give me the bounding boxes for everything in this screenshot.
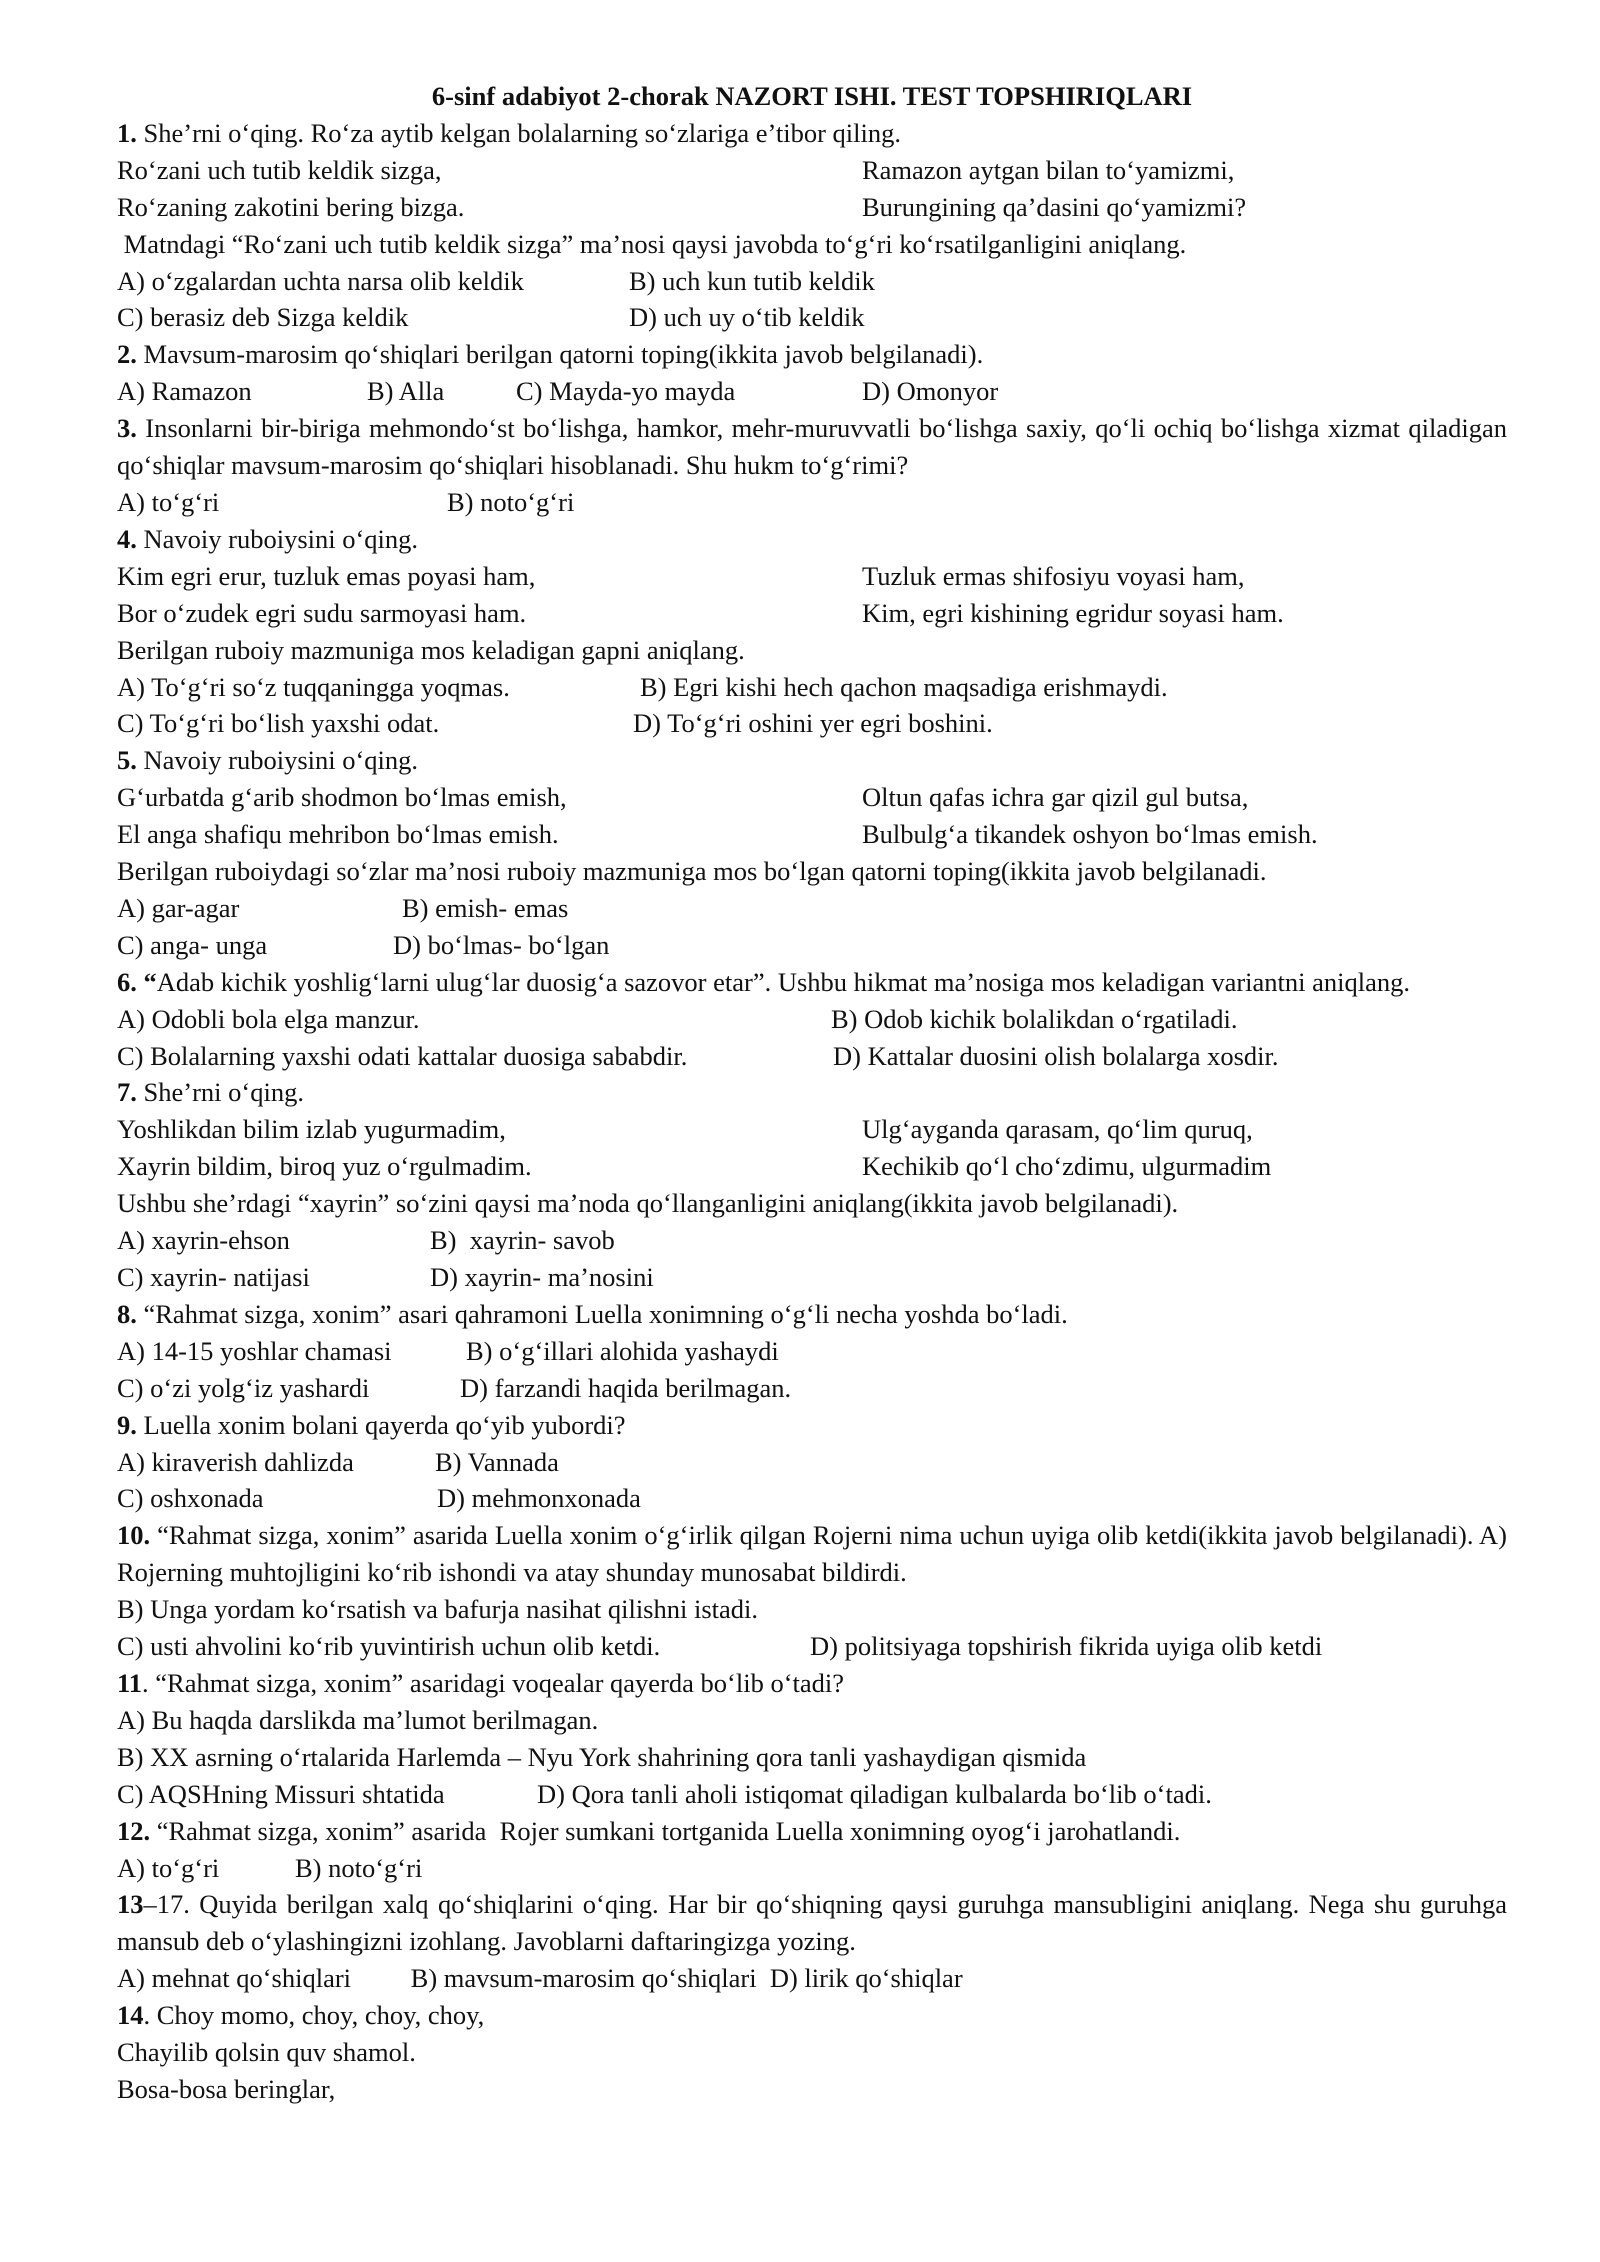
question-text: Navoiy ruboiysini o‘qing. [136,523,419,554]
option-b: B) Odob kichik bolalikdan o‘rgatiladi. [831,1003,1238,1034]
question-4 [117,521,1507,558]
question-text: . “Rahmat sizga, xonim” asaridagi voqealar qayerda bo‘lib o‘tadi? [142,1667,845,1698]
question-3 [117,410,1507,484]
options-row [117,1001,1507,1038]
option-a: A) kiraverish dahlizda [117,1446,354,1477]
poem-right: Burungining qa’dasini qo‘yamizmi? [862,191,1247,222]
poem-line [117,1111,1507,1148]
option-d: D) farzandi haqida berilmagan. [460,1372,792,1403]
poem-line [117,189,1507,226]
question-12 [117,1813,1507,1850]
question-text: –17. Quyida berilgan xalq qo‘shiqlarini o‘qing. Har bir qo‘shiqning qaysi guruhga mansubligini aniqlang. Nega shu guruhga mansub deb o‘ylashingizni izohlang. Javoblarni daftaringizga yozing. [117,1889,1507,1957]
option-c: C) Mayda-yo mayda [516,376,736,407]
question-number: 6. “ [117,966,157,997]
question-number: 2. [117,339,137,370]
poem-line [117,816,1507,853]
question-11 [117,1665,1507,1702]
options-row [117,669,1507,706]
poem-left: G‘urbatda g‘arib shodmon bo‘lmas emish, [117,782,567,813]
poem-right: Kechikib qo‘l cho‘zdimu, ulgurmadim [862,1151,1272,1182]
poem-left: Yoshlikdan bilim izlab yugurmadim, [117,1114,506,1145]
option-c: C) oshxonada [117,1483,264,1514]
question-number: 11 [117,1667,143,1698]
option-c: C) anga- unga [117,929,268,960]
question-5 [117,742,1507,779]
options-row [117,484,1507,521]
options-row [117,1480,1507,1517]
option-d: D) mehmonxonada [437,1483,641,1514]
option-b: B) Vannada [435,1446,559,1477]
question-14 [117,1997,1507,2034]
question-number: 7. [117,1077,137,1108]
options-row [117,1370,1507,1407]
poem-left: Ro‘zaning zakotini bering bizga. [117,191,465,222]
question-6 [117,964,1507,1001]
option-a: A) to‘g‘ri [117,1852,220,1883]
question-text: She’rni o‘qing. [136,1077,304,1108]
question-10 [117,1517,1507,1591]
option-a: A) Bu haqda darslikda ma’lumot berilmagan. [117,1704,599,1735]
poem-line [117,558,1507,595]
option-c: C) usti ahvolini ko‘rib yuvintirish uchun olib ketdi. [117,1631,661,1662]
options-row [117,1333,1507,1370]
option-a: A) o‘zgalardan uchta narsa olib keldik [117,265,524,296]
question-number: 13 [117,1889,144,1920]
option-d: D) Qora tanli aholi istiqomat qiladigan kulbalarda bo‘lib o‘tadi. [537,1778,1212,1809]
option-c: C) To‘g‘ri bo‘lish yaxshi odat. [117,708,440,739]
page-title: 6-sinf adabiyot 2-chorak NAZORT ISHI. TEST TOPSHIRIQLARI [431,81,1193,111]
question-text: Mavsum-marosim qo‘shiqlari berilgan qatorni toping(ikkita javob belgilanadi). [136,339,984,370]
question-number: 8. [117,1298,137,1329]
options-row [117,890,1507,927]
option-c: C) AQSHning Missuri shtatida [117,1778,445,1809]
option-b: B) Unga yordam ko‘rsatish va bafurja nasihat qilishni istadi. [117,1594,759,1625]
question-9 [117,1407,1507,1444]
option-c: C) o‘zi yolg‘iz yashardi [117,1372,370,1403]
poem-right: Oltun qafas ichra gar qizil gul butsa, [862,782,1249,813]
question-7 [117,1074,1507,1111]
option-c: C) berasiz deb Sizga keldik [117,302,409,333]
question-prompt: Berilgan ruboiydagi so‘zlar ma’nosi ruboiy mazmuniga mos bo‘lgan qatorni toping(ikkita javob belgilanadi. [117,856,1267,887]
poem-line [117,779,1507,816]
options-row [117,373,1507,410]
question-text: “Rahmat sizga, xonim” asarida Luella xonim o‘g‘irlik qilgan Rojerni nima uchun uyiga olib ketdi(ikkita javob belgilanadi). A) Rojerning muhtojligini ko‘rib ishondi va atay shunday munosabat bildirdi. [117,1520,1507,1588]
question-prompt: Matndagi “Ro‘zani uch tutib keldik sizga” ma’nosi qaysi javobda to‘g‘ri ko‘rsatilganligini aniqlang. [117,228,1187,259]
option-a: A) gar-agar [117,892,240,923]
question-number: 14 [117,2000,144,2031]
question-number: 9. [117,1409,137,1440]
option-b: B) emish- emas [402,892,569,923]
song-line: Bosa-bosa beringlar, [117,2073,336,2104]
question-prompt: Berilgan ruboiy mazmuniga mos keladigan gapni aniqlang. [117,634,745,665]
option-a: A) to‘g‘ri [117,486,220,517]
options-row: A) mehnat qo‘shiqlari B) mavsum-marosim qo‘shiqlari D) lirik qo‘shiqlar [117,1963,963,1994]
option-c: C) Bolalarning yaxshi odati kattalar duosiga sababdir. [117,1040,688,1071]
question-text: “Rahmat sizga, xonim” asari qahramoni Luella xonimning o‘g‘li necha yoshda bo‘ladi. [136,1298,1068,1329]
question-text: Luella xonim bolani qayerda qo‘yib yubordi? [136,1409,626,1440]
option-b: B) xayrin- savob [430,1225,615,1256]
option-b: B) Egri kishi hech qachon maqsadiga erishmaydi. [640,671,1168,702]
option-d: D) uch uy o‘tib keldik [629,302,865,333]
option-a: A) xayrin-ehson [117,1225,290,1256]
options-row [117,927,1507,964]
poem-line [117,595,1507,632]
song-line: Chayilib qolsin quv shamol. [117,2037,416,2068]
poem-left: Ro‘zani uch tutib keldik sizga, [117,154,442,185]
option-b: B) Alla [367,376,445,407]
option-c: C) xayrin- natijasi [117,1262,310,1292]
poem-right: Ulg‘ayganda qarasam, qo‘lim quruq, [862,1114,1253,1145]
poem-right: Tuzluk ermas shifosiyu voyasi ham, [862,560,1245,591]
question-text: Insonlarni bir-biriga mehmondo‘st bo‘lishga, hamkor, mehr-muruvvatli bo‘lishga saxiy, qo‘li ochiq bo‘lishga xizmat qiladigan qo‘shiqlar mavsum-marosim qo‘shiqlari hisoblanadi. Shu hukm to‘g‘rimi? [117,413,1507,481]
question-1 [117,115,1507,152]
poem-line [117,152,1507,189]
poem-left: Kim egri erur, tuzluk emas poyasi ham, [117,560,536,591]
question-number: 1. [117,117,137,148]
option-b: B) noto‘g‘ri [295,1852,423,1883]
question-number: 10. [117,1520,151,1551]
question-text: “Rahmat sizga, xonim” asarida Rojer sumkani tortganida Luella xonimning oyog‘i jarohatlandi. [150,1815,1181,1846]
poem-left: Xayrin bildim, biroq yuz o‘rgulmadim. [117,1151,532,1182]
option-b: B) o‘g‘illari alohida yashaydi [466,1335,779,1366]
question-13 [117,1886,1507,1960]
poem-right: Kim, egri kishining egridur soyasi ham. [862,597,1284,628]
option-a: A) Ramazon [117,376,252,407]
poem-left: El anga shafiqu mehribon bo‘lmas emish. [117,819,559,850]
options-row [117,1259,1507,1296]
option-a: A) Odobli bola elga manzur. [117,1003,420,1034]
options-row [117,1850,1507,1887]
option-b: B) noto‘g‘ri [447,486,575,517]
option-d: D) To‘g‘ri oshini yer egri boshini. [633,708,993,739]
options-row [117,263,1507,300]
question-text: She’rni o‘qing. Ro‘za aytib kelgan bolalarning so‘zlariga e’tibor qiling. [136,117,902,148]
poem-left: Bor o‘zudek egri sudu sarmoyasi ham. [117,597,527,628]
option-a: A) To‘g‘ri so‘z tuqqaningga yoqmas. [117,671,510,702]
options-row [117,1444,1507,1481]
question-text: . Choy momo, choy, choy, choy, [143,2000,485,2031]
option-b: B) uch kun tutib keldik [629,265,875,296]
option-d: D) xayrin- ma’nosini [430,1262,654,1292]
options-row [117,1038,1507,1075]
question-text: Navoiy ruboiysini o‘qing. [136,745,419,776]
question-text: Adab kichik yoshlig‘larni ulug‘lar duosig‘a sazovor etar”. Ushbu hikmat ma’nosiga mos keladigan variantni aniqlang. [156,966,1411,997]
question-number: 5. [117,745,137,776]
options-row [117,1628,1507,1665]
option-d: D) bo‘lmas- bo‘lgan [393,929,610,960]
option-d: D) Kattalar duosini olish bolalarga xosdir. [833,1040,1279,1071]
poem-right: Ramazon aytgan bilan to‘yamizmi, [862,154,1235,185]
options-row [117,705,1507,742]
poem-line [117,1148,1507,1185]
option-d: D) politsiyaga topshirish fikrida uyiga olib ketdi [810,1631,1323,1662]
question-number: 12. [117,1815,151,1846]
option-b: B) XX asrning o‘rtalarida Harlemda – Nyu York shahrining qora tanli yashaydigan qismida [117,1741,1087,1772]
question-number: 3. [117,413,137,444]
poem-right: Bulbulg‘a tikandek oshyon bo‘lmas emish. [862,819,1318,850]
question-8 [117,1296,1507,1333]
question-number: 4. [117,523,137,554]
option-a: A) 14-15 yoshlar chamasi [117,1335,392,1366]
options-row [117,299,1507,336]
options-row [117,1776,1507,1813]
option-d: D) Omonyor [862,376,999,407]
options-row [117,1222,1507,1259]
question-prompt: Ushbu she’rdagi “xayrin” so‘zini qaysi ma’noda qo‘llanganligini aniqlang(ikkita javob belgilanadi). [117,1188,1179,1219]
question-2 [117,336,1507,373]
